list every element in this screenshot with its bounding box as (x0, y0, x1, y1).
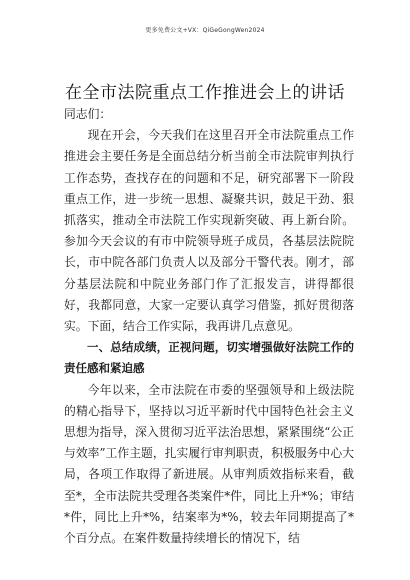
header-note: 更多免费公文+VX：QiGeGongWen2024 (145, 27, 265, 34)
section-one-paragraph: 今年以来，全市法院在市委的坚强领导和上级法院的精心指导下，坚持以习近平新时代中国特色社会主义思想为指导，深入贯彻习近平法治思想，紧紧围绕“公正与效率”工作主题，扎实履行审判职责，积极服务中心大局，各项工作取得了新进展。从审判质效指标来看，截至*，全市法院共受理各类案件*件，同比上升*%；审结*件，同比上升*%，结案率为*%，较去年同期提高了*个百分点。在案件数量持续增长的情况下，结 (64, 382, 354, 546)
section-one-heading: 一、总结成绩，正视问题，切实增强做好法院工作的责任感和紧迫感 (64, 340, 354, 376)
salutation: 同志们： (64, 107, 112, 121)
document-body (64, 104, 354, 549)
intro-paragraph: 现在开会，今天我们在这里召开全市法院重点工作推进会主要任务是全面总结分析当前全市法院审判执行工作态势，查找存在的问题和不足，研究部署下一阶段重点工作，进一步统一思想、凝聚共识，鼓足干劲、狠抓落实，推动全市法院工作实现新突破、再上新台阶。参加今天会议的有市中院领导班子成员，各基层法院院长，市中院各部门负责人以及部分干警代表。刚才，部分基层法院和中院业务部门作了汇报发言，讲得都很好，我都同意，大家一定要认真学习借鉴，抓好贯彻落实。下面，结合工作实际，我再讲几点意见。 (64, 128, 354, 334)
document-title: 在全市法院重点工作推进会上的讲话 (65, 83, 345, 103)
